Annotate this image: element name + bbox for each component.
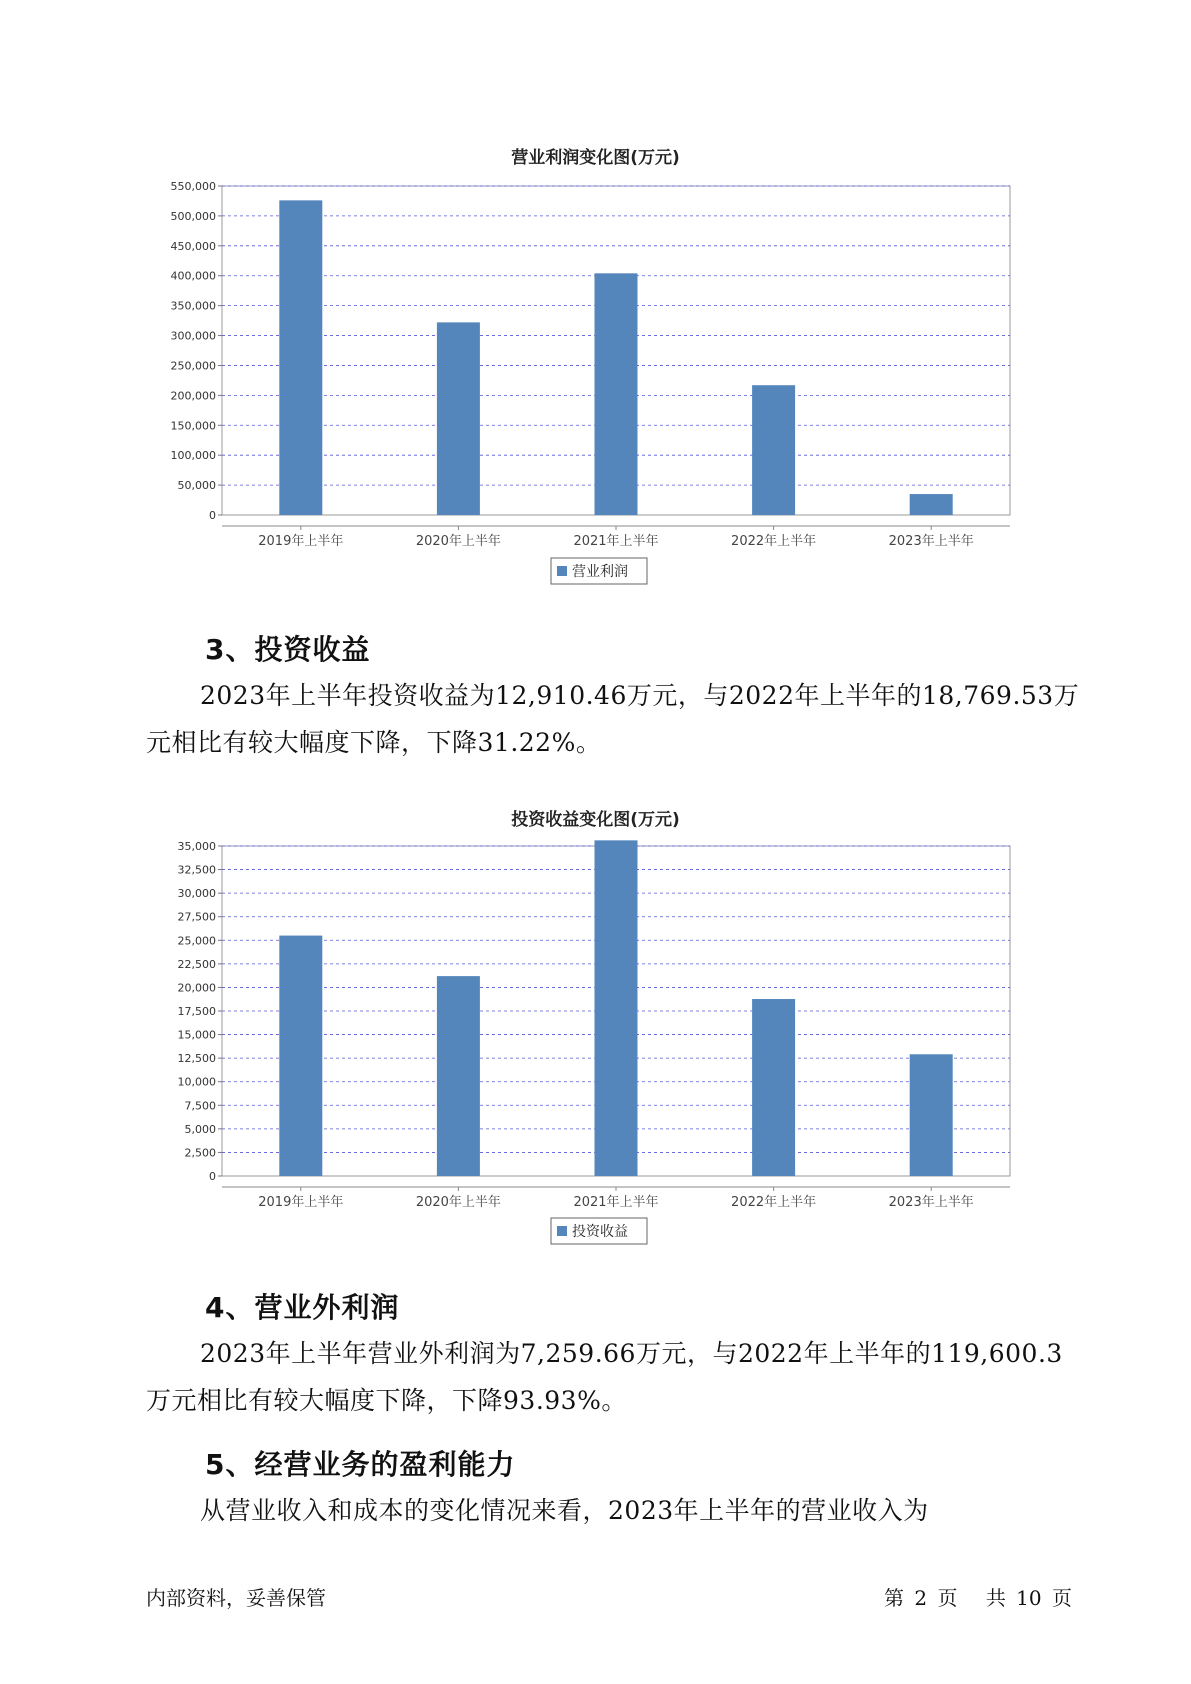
page-number: 2 xyxy=(914,1586,928,1610)
y-tick-label: 12,500 xyxy=(177,1052,216,1066)
y-tick-label: 250,000 xyxy=(170,359,216,373)
bar-3 xyxy=(595,840,638,1176)
x-tick-label: 2019年上半年 xyxy=(258,534,344,549)
page-label-post: 页 xyxy=(937,1586,958,1610)
bar-5 xyxy=(910,1054,953,1176)
y-tick-label: 20,000 xyxy=(177,981,216,995)
y-tick-label: 300,000 xyxy=(170,329,216,343)
y-tick-label: 7,500 xyxy=(184,1099,216,1113)
y-tick-label: 0 xyxy=(209,509,216,522)
y-tick-label: 50,000 xyxy=(177,479,216,493)
section-para-profitability: 从营业收入和成本的变化情况来看，2023年上半年的营业收入为 xyxy=(200,1496,929,1525)
legend-label: 投资收益 xyxy=(572,1224,628,1240)
y-tick-label: 17,500 xyxy=(177,1005,216,1018)
bar-2 xyxy=(437,976,480,1176)
y-tick-label: 27,500 xyxy=(177,910,216,924)
y-tick-label: 15,000 xyxy=(177,1028,216,1042)
y-tick-label: 10,000 xyxy=(177,1075,216,1089)
y-tick-label: 22,500 xyxy=(177,957,216,971)
y-tick-label: 100,000 xyxy=(170,449,216,463)
y-tick-label: 500,000 xyxy=(170,209,216,223)
y-tick-label: 450,000 xyxy=(170,239,216,253)
section-para-investment: 2023年上半年投资收益为12,910.46万元，与2022年上半年的18,769.53万元相比有较大幅度下降，下降31.22%。 xyxy=(146,681,1080,757)
y-tick-label: 35,000 xyxy=(177,840,216,853)
x-tick-label: 2022年上半年 xyxy=(731,534,817,549)
y-tick-label: 30,000 xyxy=(177,887,216,901)
x-tick-label: 2022年上半年 xyxy=(731,1195,817,1210)
chart-title-operating-profit: 营业利润变化图(万元) xyxy=(511,148,680,168)
bar-1 xyxy=(279,936,322,1176)
legend-label: 营业利润 xyxy=(572,564,628,580)
y-tick-label: 25,000 xyxy=(177,934,216,948)
y-tick-label: 400,000 xyxy=(170,269,216,283)
bar-4 xyxy=(752,999,795,1176)
y-tick-label: 150,000 xyxy=(170,419,216,433)
x-tick-label: 2020年上半年 xyxy=(415,534,501,549)
footer-confidential-note: 内部资料，妥善保管 xyxy=(146,1586,326,1610)
page-label-pre: 第 xyxy=(884,1586,904,1610)
chart-legend xyxy=(551,1218,647,1244)
x-tick-label: 2021年上半年 xyxy=(573,1195,659,1210)
y-tick-label: 32,500 xyxy=(177,863,216,877)
total-label-pre: 共 xyxy=(985,1586,1006,1610)
y-tick-label: 550,000 xyxy=(170,180,216,193)
x-tick-label: 2019年上半年 xyxy=(258,1195,344,1210)
total-label-post: 页 xyxy=(1051,1586,1072,1610)
x-tick-label: 2023年上半年 xyxy=(888,534,974,549)
footer-page-info xyxy=(884,1582,1076,1611)
y-tick-label: 200,000 xyxy=(170,389,216,403)
y-tick-label: 5,000 xyxy=(184,1122,216,1136)
section-heading-profitability: 5、经营业务的盈利能力 xyxy=(205,1448,516,1481)
x-tick-label: 2020年上半年 xyxy=(415,1195,501,1210)
legend-swatch xyxy=(557,1226,567,1236)
section-heading-non-operating: 4、营业外利润 xyxy=(205,1291,400,1324)
y-tick-label: 0 xyxy=(209,1170,216,1183)
x-tick-label: 2021年上半年 xyxy=(573,534,659,549)
y-tick-label: 2,500 xyxy=(184,1146,216,1160)
x-tick-label: 2023年上半年 xyxy=(888,1195,974,1210)
total-pages: 10 xyxy=(1016,1586,1042,1610)
y-tick-label: 350,000 xyxy=(170,299,216,313)
section-para-non-operating: 2023年上半年营业外利润为7,259.66万元，与2022年上半年的119,600.3万元相比有较大幅度下降，下降93.93%。 xyxy=(146,1339,1063,1415)
section-heading-investment: 3、投资收益 xyxy=(205,633,371,666)
chart-title-investment-income: 投资收益变化图(万元) xyxy=(511,810,680,830)
